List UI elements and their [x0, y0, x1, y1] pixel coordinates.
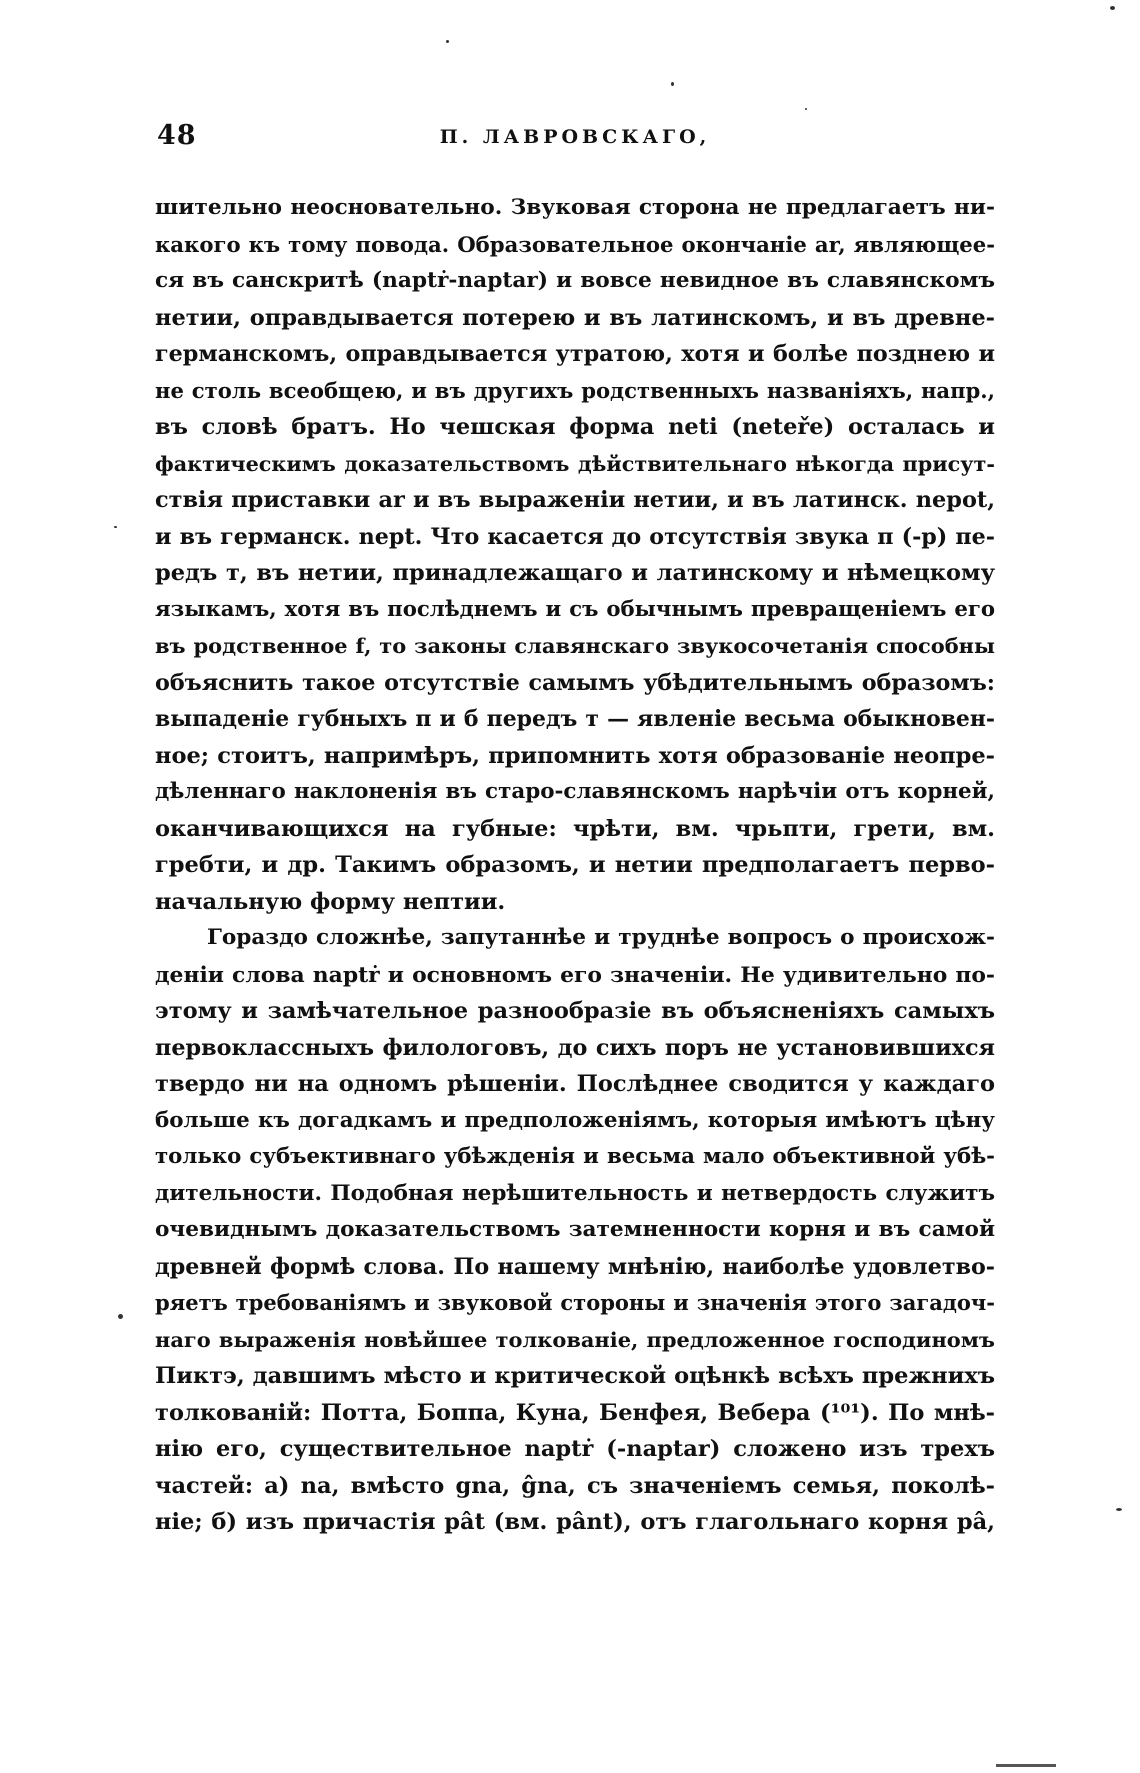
text-line: наго выраженія новѣйшее толкованіе, предложенное господиномъ: [155, 1326, 995, 1352]
text-line: нію его, существительное naptṙ (-naptar) сложено изъ трехъ: [155, 1436, 995, 1462]
text-line: редъ т, въ нетии, принадлежащаго и латинскому и нѣмецкому: [155, 560, 995, 586]
text-line: частей: а) na, вмѣсто gna, ĝna, съ значеніемъ семья, поколѣ-: [155, 1472, 995, 1499]
page-number: 48: [157, 120, 197, 151]
scan-speck: [446, 40, 449, 43]
paragraph-start-line: Гораздо сложнѣе, запутаннѣе и труднѣе вопросъ о происхож-: [207, 925, 995, 950]
text-line: больше къ догадкамъ и предположеніямъ, которыя имѣютъ цѣну: [155, 1107, 995, 1133]
body-text: [155, 190, 995, 1541]
text-line: въ родственное f, то законы славянскаго звукосочетанія способны: [155, 633, 995, 658]
scan-speck: [114, 526, 117, 528]
text-line: ся въ санскритѣ (naptṙ-naptar) и вовсе невидное въ славянскомъ: [155, 268, 995, 293]
text-line: толкованій: Потта, Боппа, Куна, Бенфея, Вебера (¹⁰¹). По мнѣ-: [155, 1399, 995, 1426]
text-line: не столь всеобщею, и въ другихъ родственныхъ названіяхъ, напр.,: [155, 377, 995, 403]
scan-speck: [1110, 6, 1115, 10]
text-line: объяснить такое отсутствіе самымъ убѣдительнымъ образомъ:: [155, 669, 995, 696]
text-line: ное; стоитъ, напримѣръ, припомнить хотя образованіе неопре-: [155, 742, 995, 769]
scan-speck: [1116, 1508, 1122, 1511]
text-line: только субъективнаго убѣжденія и весьма мало объективной убѣ-: [155, 1144, 995, 1169]
text-line: гребти, и др. Такимъ образомъ, и нетии предполагаетъ перво-: [155, 852, 995, 878]
text-line: ствія приставки ar и въ выраженіи нетии, и въ латинск. nepot,: [155, 487, 995, 513]
text-line: нетии, оправдывается потерею и въ латинскомъ, и въ древне-: [155, 304, 995, 331]
scan-speck: [671, 82, 674, 86]
text-line: оканчивающихся на губные: чрѣти, вм. чрьпти, грети, вм.: [155, 815, 995, 842]
text-line: дѣленнаго наклоненія въ старо-славянскомъ нарѣчіи отъ корней,: [155, 779, 995, 804]
text-line: дительности. Подобная нерѣшительность и нетвердость служитъ: [155, 1180, 995, 1206]
text-line: въ словѣ братъ. Но чешская форма neti (neteře) осталась и: [155, 414, 995, 440]
scan-speck: [805, 108, 807, 110]
text-line: деніи слова naptṙ и основномъ его значеніи. Не удивительно по-: [155, 961, 995, 988]
text-line: выпаденіе губныхъ п и б передъ т — явленіе весьма обыкновен-: [155, 706, 995, 732]
text-line: очевиднымъ доказательствомъ затемненности корня и въ самой: [155, 1217, 995, 1242]
text-line: этому и замѣчательное разнообразіе въ объясненіяхъ самыхъ: [155, 998, 995, 1024]
text-line: языкамъ, хотя въ послѣднемъ и съ обычнымъ превращеніемъ его: [155, 596, 995, 622]
scan-speck: [118, 1314, 123, 1319]
text-line: шительно неосновательно. Звуковая сторона не предлагаетъ ни-: [155, 195, 995, 220]
text-line: твердо ни на одномъ рѣшеніи. Послѣднее сводится у каждаго: [155, 1071, 995, 1097]
running-head: [155, 120, 995, 160]
text-line: ніе; б) изъ причастія pât (вм. pânt), отъ глагольнаго корня pâ,: [155, 1509, 995, 1535]
running-title: П. ЛАВРОВСКАГО,: [439, 126, 711, 148]
text-line: Пиктэ, давшимъ мѣсто и критической оцѣнкѣ всѣхъ прежнихъ: [155, 1363, 995, 1389]
text-line: германскомъ, оправдывается утратою, хотя и болѣе позднею и: [155, 341, 995, 367]
scan-rule-mark: [996, 1764, 1056, 1767]
paragraph-end-line: начальную форму нептии.: [155, 888, 506, 915]
text-line: первоклассныхъ филологовъ, до сихъ поръ не установившихся: [155, 1034, 995, 1061]
text-line: древней формѣ слова. По нашему мнѣнію, наиболѣе удовлетво-: [155, 1253, 995, 1280]
text-line: ряетъ требованіямъ и звуковой стороны и значенія этого загадоч-: [155, 1290, 995, 1315]
text-line: фактическимъ доказательствомъ дѣйствительнаго нѣкогда присут-: [155, 451, 995, 476]
text-line: какого къ тому повода. Образовательное окончаніе ar, являющее-: [155, 231, 995, 257]
text-line: и въ германск. nept. Что касается до отсутствія звука п (-р) пе-: [155, 523, 995, 550]
